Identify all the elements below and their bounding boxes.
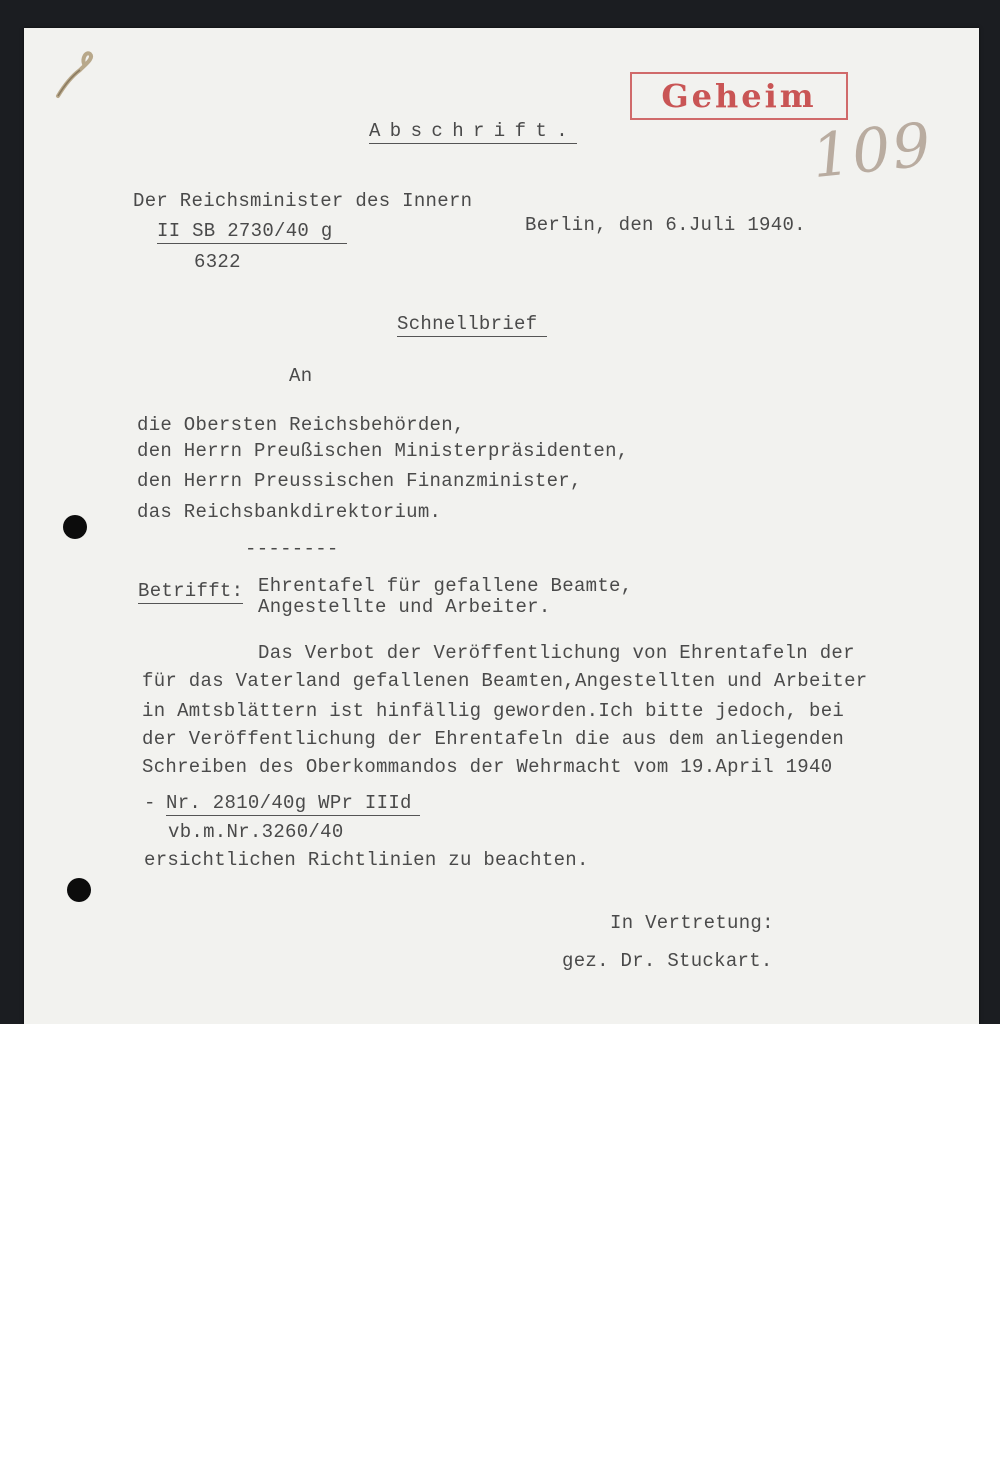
to-label: An xyxy=(289,365,313,387)
document-heading: Abschrift. xyxy=(369,120,578,142)
body-line: ersichtlichen Richtlinien zu beachten. xyxy=(144,849,589,871)
punch-hole-bottom xyxy=(67,878,91,902)
body-line: vb.m.Nr.3260/40 xyxy=(168,821,344,843)
body-line: für das Vaterland gefallenen Beamten,Angestellten und Arbeiter xyxy=(142,670,868,692)
punch-hole-top xyxy=(63,515,87,539)
body-line: Schreiben des Oberkommandos der Wehrmacht vom 19.April 1940 xyxy=(142,756,833,778)
sender-line: Der Reichsminister des Innern xyxy=(133,190,473,212)
subject-label: Betrifft: xyxy=(138,580,244,602)
sender-number: 6322 xyxy=(194,251,241,273)
body-line: in Amtsblättern ist hinfällig geworden.Ich bitte jedoch, bei xyxy=(142,700,845,722)
body-line: Das Verbot der Veröffentlichung von Ehrentafeln der xyxy=(258,642,855,664)
recipient-line: die Obersten Reichsbehörden, xyxy=(137,414,465,436)
recipient-line: den Herrn Preußischen Ministerpräsidenten, xyxy=(137,440,629,462)
subject-line: Ehrentafel für gefallene Beamte, xyxy=(258,575,633,597)
sender-reference: II SB 2730/40 g xyxy=(157,220,347,244)
body-reference: Nr. 2810/40g WPr IIId xyxy=(166,792,420,816)
place-date: Berlin, den 6.Juli 1940. xyxy=(525,214,806,236)
recipient-line: den Herrn Preussischen Finanzminister, xyxy=(137,470,582,492)
separator-line: -------- xyxy=(245,538,339,560)
handwritten-page-number: 109 xyxy=(808,109,936,193)
body-dash: - xyxy=(144,792,156,814)
staple-icon xyxy=(50,48,100,103)
signature-text: gez. Dr. Stuckart. xyxy=(562,950,773,972)
closing-text: In Vertretung: xyxy=(610,912,774,934)
recipient-line: das Reichsbankdirektorium. xyxy=(137,501,442,523)
body-line: der Veröffentlichung der Ehrentafeln die aus dem anliegenden xyxy=(142,728,845,750)
subject-line: Angestellte und Arbeiter. xyxy=(258,596,551,618)
letter-type: Schnellbrief xyxy=(397,313,547,337)
geheim-stamp: Geheim xyxy=(630,72,848,120)
